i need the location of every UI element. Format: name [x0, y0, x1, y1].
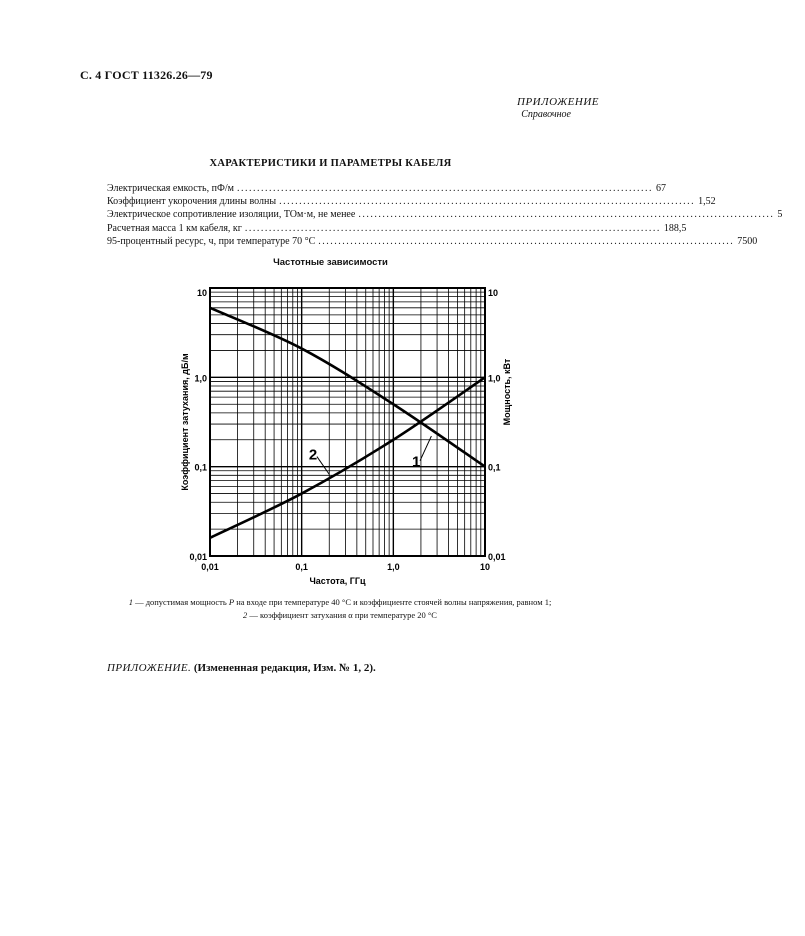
y-tick-label-right: 0,1	[488, 462, 501, 473]
parameter-label: Коэффициент укорочения длины волны	[107, 196, 277, 208]
caption-series-2	[60, 610, 620, 620]
parameter-row	[107, 195, 716, 208]
parameter-label: Расчетная масса 1 км кабеля, кг	[107, 222, 242, 234]
x-tick-label: 0,1	[295, 562, 308, 572]
annotation-label-2: 2	[308, 446, 318, 464]
caption-series-1	[60, 597, 620, 607]
frequency-chart	[160, 275, 540, 585]
x-tick-label: 0,01	[201, 562, 219, 572]
y-axis-label-left: Коэффициент затухания, дБ/м	[180, 353, 190, 491]
parameter-value: 7500	[737, 235, 758, 247]
y-tick-label-left: 0,01	[189, 552, 207, 562]
parameter-row	[107, 182, 666, 195]
parameter-label: Электрическое сопротивление изоляции, ТОм·м, не менее	[107, 209, 356, 221]
parameter-row	[107, 208, 783, 221]
parameter-label: 95-процентный ресурс, ч, при температуре 70 °С	[107, 235, 316, 247]
x-axis-label: Частота, ГГц	[309, 576, 366, 586]
annotation-label-1: 1	[412, 453, 421, 471]
parameter-value: 5	[777, 209, 783, 221]
caption-text: — коэффициент затухания α при температуре 20 °С	[247, 610, 437, 620]
y-tick-label-left: 10	[196, 288, 207, 298]
chart-labels	[180, 288, 512, 586]
y-tick-label-left: 0,1	[194, 462, 207, 473]
section-title: ХАРАКТЕРИСТИКИ И ПАРАМЕТРЫ КАБЕЛЯ	[209, 158, 452, 169]
y-tick-label-right: 1,0	[488, 373, 501, 384]
caption-number: 2	[243, 610, 248, 620]
appendix-title: ПРИЛОЖЕНИЕ	[517, 96, 599, 108]
page-header: С. 4 ГОСТ 11326.26—79	[80, 68, 213, 82]
parameter-value: 1,52	[698, 196, 716, 208]
leader-dots: ........................................................................................................	[236, 183, 653, 194]
y-tick-label-left: 1,0	[194, 373, 207, 384]
footer-italic: ПРИЛОЖЕНИЕ.	[107, 662, 192, 674]
annotation-leader-2	[317, 457, 329, 475]
leader-dots: ........................................................................................................	[318, 235, 735, 247]
y-tick-label-right: 10	[488, 288, 499, 298]
caption-variable: P	[228, 597, 235, 607]
y-axis-label-right: Мощность, кВт	[502, 358, 512, 426]
caption-text: на входе при температуре 40 °С и коэффициенте стоячей волны напряжения, равном 1;	[234, 597, 552, 607]
y-tick-label-right: 0,01	[488, 552, 506, 562]
chart-series	[210, 308, 485, 538]
x-tick-label: 10	[479, 562, 491, 572]
caption-number: 1	[128, 597, 133, 607]
parameter-row	[107, 235, 758, 248]
plot-frame	[210, 288, 485, 556]
appendix-subtitle: Справочное	[521, 109, 571, 120]
chart-grid	[210, 288, 485, 556]
parameter-row	[107, 222, 687, 235]
series-line-1	[210, 308, 485, 467]
parameter-value: 67	[655, 183, 666, 194]
parameter-value: 188,5	[663, 222, 687, 234]
leader-dots: ........................................................................................................	[279, 196, 696, 208]
parameter-label: Электрическая емкость, пФ/м	[107, 183, 234, 194]
x-tick-label: 1,0	[387, 562, 400, 572]
footer-bold: (Измененная редакция, Изм. № 1, 2).	[191, 662, 376, 674]
leader-dots: ........................................................................................................	[244, 222, 661, 234]
caption-text: — допустимая мощность	[132, 597, 229, 607]
leader-dots: ........................................................................................................	[358, 209, 775, 221]
parameters-list	[107, 182, 783, 248]
footer-note	[107, 662, 376, 674]
chart-title: Частотные зависимости	[273, 257, 388, 268]
